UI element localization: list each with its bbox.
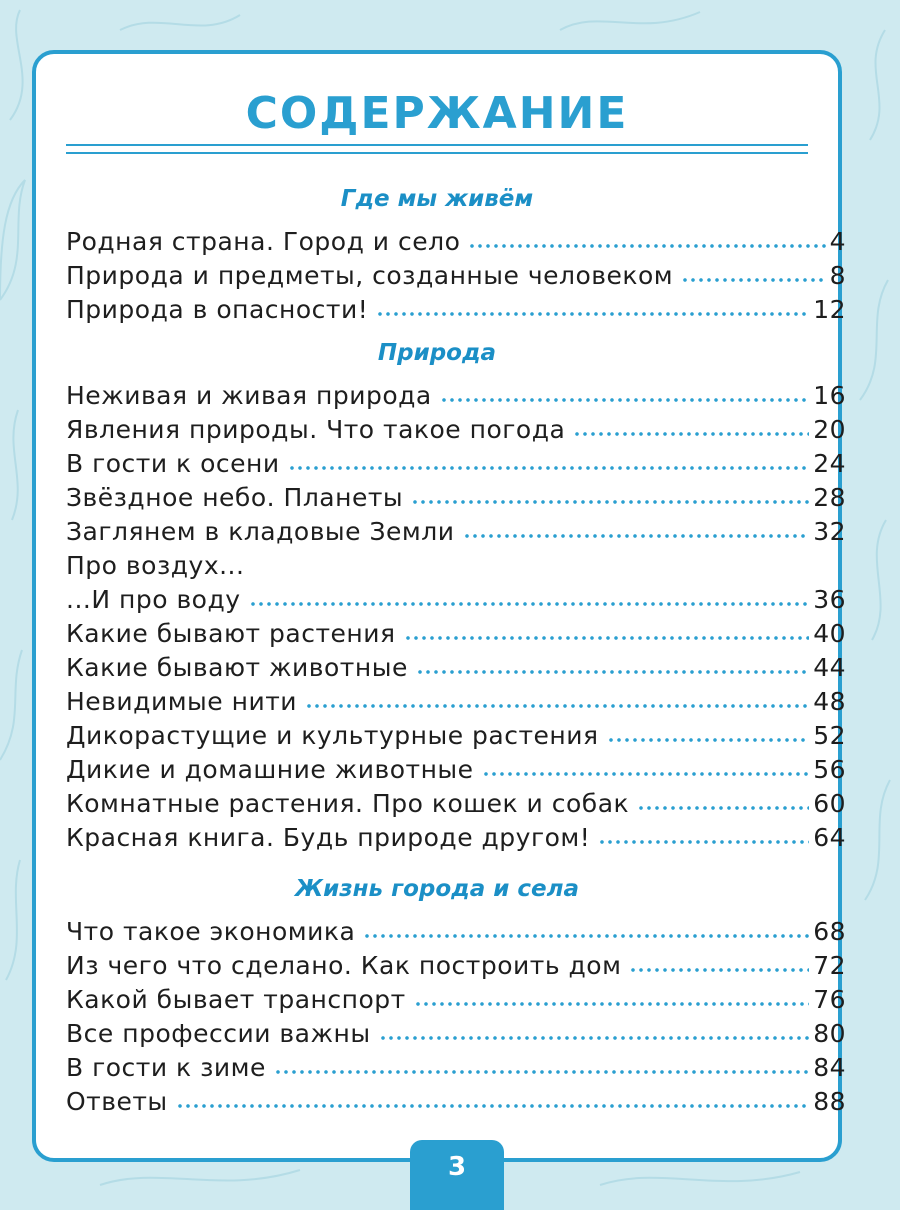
section-heading: Природа [377, 340, 497, 366]
toc-entry-label: В гости к зиме [66, 1053, 266, 1082]
section-heading: Где мы живём [340, 186, 534, 212]
toc-entry-label: Какие бывают растения [66, 619, 396, 648]
toc-entry[interactable] [66, 614, 846, 648]
toc-entry-page: 52 [813, 721, 846, 750]
toc-entry-label: Звёздное небо. Планеты [66, 483, 404, 512]
toc-entry-label: Комнатные растения. Про кошек и собак [66, 789, 630, 818]
dot-leader [411, 500, 809, 504]
toc-entry-label: Какой бывает транспорт [66, 985, 406, 1014]
dot-leader [468, 244, 825, 248]
toc-entry[interactable] [66, 980, 846, 1014]
toc-entry-label: Природа и предметы, созданные человеком [66, 261, 674, 290]
dot-leader [416, 670, 809, 674]
toc-entry[interactable] [66, 546, 846, 580]
dot-leader [414, 1002, 810, 1006]
toc-entry[interactable] [66, 512, 846, 546]
dot-leader [363, 934, 809, 938]
section-heading: Жизнь города и села [295, 876, 579, 902]
toc-entry-page: 28 [813, 483, 846, 512]
toc-entry-page: 72 [813, 951, 846, 980]
dot-leader [482, 772, 810, 776]
toc-entry-label: Все профессии важны [66, 1019, 371, 1048]
toc-entry-label: Дикие и домашние животные [66, 755, 474, 784]
toc-entry-label: Родная страна. Город и село [66, 227, 461, 256]
dot-leader [598, 840, 809, 844]
toc-entry-page: 24 [813, 449, 846, 478]
toc-entry-label: ...И про воду [66, 585, 241, 614]
toc-entry-page: 64 [813, 823, 846, 852]
toc-entry-label: Что такое экономика [66, 917, 356, 946]
dot-leader [404, 636, 810, 640]
toc-entry-label: Невидимые нити [66, 687, 298, 716]
toc-entry-label: Заглянем в кладовые Земли [66, 517, 455, 546]
toc-entry-page: 4 [829, 227, 846, 256]
toc-entry[interactable] [66, 1082, 846, 1116]
toc-entry[interactable] [66, 716, 846, 750]
toc-entry[interactable] [66, 784, 846, 818]
toc-entry[interactable] [66, 478, 846, 512]
dot-leader [629, 968, 809, 972]
toc-entry-page: 16 [813, 381, 846, 410]
toc-entry[interactable] [66, 222, 846, 256]
dot-leader [274, 1070, 809, 1074]
toc-entry-label: Ответы [66, 1087, 168, 1116]
toc-entry[interactable] [66, 444, 846, 478]
toc-entry-page: 80 [813, 1019, 846, 1048]
toc-entry-label: Явления природы. Что такое погода [66, 415, 566, 444]
toc-entry-page: 56 [813, 755, 846, 784]
dot-leader [681, 278, 825, 282]
toc-entry-page: 48 [813, 687, 846, 716]
toc-entry[interactable] [66, 580, 846, 614]
toc-entry-label: Неживая и живая природа [66, 381, 432, 410]
toc-entry-page: 12 [813, 295, 846, 324]
dot-leader [379, 1036, 810, 1040]
toc-entry[interactable] [66, 946, 846, 980]
title-divider [66, 144, 808, 154]
toc-entry[interactable] [66, 648, 846, 682]
toc-entry-page: 8 [829, 261, 846, 290]
toc-entry-label: Дикорастущие и культурные растения [66, 721, 599, 750]
toc-entry-page: 40 [813, 619, 846, 648]
toc-entry[interactable] [66, 682, 846, 716]
toc-entry-label: Природа в опасности! [66, 295, 369, 324]
toc-entry[interactable] [66, 818, 846, 852]
dot-leader [249, 602, 810, 606]
toc-entry[interactable] [66, 1048, 846, 1082]
toc-entry[interactable] [66, 376, 846, 410]
dot-leader [440, 398, 809, 402]
page-number: 3 [447, 1152, 467, 1182]
dot-leader [176, 1104, 810, 1108]
toc-entry-page: 44 [813, 653, 846, 682]
toc-entry-label: В гости к осени [66, 449, 280, 478]
toc-entry-page: 32 [813, 517, 846, 546]
dot-leader [376, 312, 809, 316]
toc-entry[interactable] [66, 750, 846, 784]
toc-entry-label: Красная книга. Будь природе другом! [66, 823, 591, 852]
toc-entry-label: Какие бывают животные [66, 653, 408, 682]
toc-entry-page: 76 [813, 985, 846, 1014]
toc-entry-label: Из чего что сделано. Как построить дом [66, 951, 622, 980]
dot-leader [573, 432, 809, 436]
dot-leader [463, 534, 810, 538]
toc-entry-page: 68 [813, 917, 846, 946]
table-of-contents-panel [32, 50, 846, 1162]
dot-leader [637, 806, 809, 810]
toc-entry-page: 60 [813, 789, 846, 818]
toc-entry[interactable] [66, 410, 846, 444]
page-title: СОДЕРЖАНИЕ [245, 88, 629, 139]
toc-entry[interactable] [66, 912, 846, 946]
toc-entry-page: 88 [813, 1087, 846, 1116]
toc-entry-page: 36 [813, 585, 846, 614]
dot-leader [607, 738, 810, 742]
dot-leader [288, 466, 810, 470]
dot-leader [305, 704, 809, 708]
toc-entry-label: Про воздух... [66, 551, 245, 580]
toc-entry[interactable] [66, 290, 846, 324]
toc-entry-page: 20 [813, 415, 846, 444]
toc-entry[interactable] [66, 256, 846, 290]
toc-entry[interactable] [66, 1014, 846, 1048]
toc-entry-page: 84 [813, 1053, 846, 1082]
